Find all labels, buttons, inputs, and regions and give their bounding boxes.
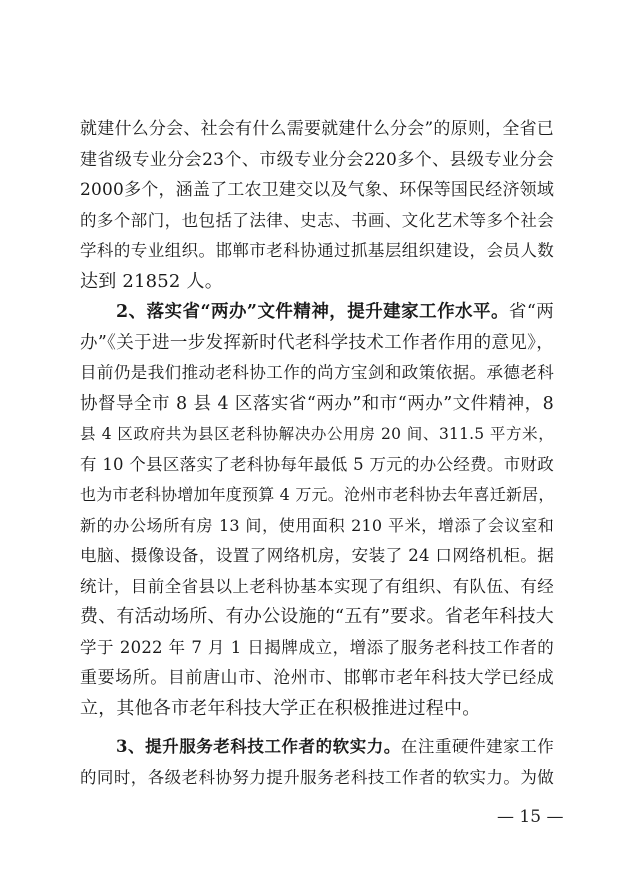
text-line: 立，其他各市老年科技大学正在积极推进过程中。 bbox=[80, 697, 481, 719]
text-line: 新的办公场所有房 13 间，使用面积 210 平米，增添了会议室和 bbox=[80, 515, 554, 535]
section-2-paragraph bbox=[80, 297, 554, 724]
text-line: 的同时，各级老科协努力提升服务老科技工作者的软实力。为做 bbox=[80, 767, 554, 787]
text-line: 达到 21852 人。 bbox=[80, 270, 223, 292]
text-line: 建省级专业分会23个、市级专业分会220多个、县级专业分会 bbox=[80, 149, 554, 170]
page-number: — 15 — bbox=[497, 807, 564, 827]
text-line: 的多个部门，也包括了法律、史志、书画、文化艺术等多个社会 bbox=[80, 210, 554, 230]
section-3-heading-tail: 在注重硬件建家工作 bbox=[400, 737, 554, 756]
text-line: 学科的专业组织。邯郸市老科协通过抓基层组织建设，会员人数 bbox=[80, 241, 554, 260]
text-line: 目前仍是我们推动老科协工作的尚方宝剑和政策依据。承德老科 bbox=[80, 363, 554, 382]
section-2-first-line bbox=[80, 297, 554, 328]
section-2-heading: 2、落实省“两办”文件精神，提升建家工作水平。 bbox=[116, 302, 509, 322]
section-3-paragraph bbox=[80, 732, 554, 793]
text-line: 费、有活动场所、有办公设施的“五有”要求。省老年科技大 bbox=[80, 606, 554, 627]
text-line: 2000多个，涵盖了工农卫建交以及气象、环保等国民经济领域 bbox=[80, 180, 555, 200]
text-line: 有 10 个县区落实了老科协每年最低 5 万元的办公经费。市财政 bbox=[80, 454, 554, 474]
paragraph-continuation bbox=[80, 114, 554, 297]
text-line: 也为市老科协增加年度预算 4 万元。沧州市老科协去年喜迁新居， bbox=[80, 485, 555, 504]
text-line: 协督导全市 8 县 4 区落实省“两办”和市“两办”文件精神，8 bbox=[80, 393, 554, 414]
section-3-first-line bbox=[80, 732, 554, 763]
text-line: 就建什么分会、社会有什么需要就建什么分会”的原则，全省已 bbox=[80, 119, 554, 139]
section-2-heading-tail: 省“两 bbox=[508, 302, 554, 322]
text-line: 办”《关于进一步发挥新时代老科学技术工作者作用的意见》， bbox=[80, 332, 554, 353]
section-3-heading: 3、提升服务老科技工作者的软实力。 bbox=[116, 737, 401, 756]
text-line: 学于 2022 年 7 月 1 日揭牌成立，增添了服务老科技工作者的 bbox=[80, 637, 554, 657]
text-line: 电脑、摄像设备，设置了网络机房，安装了 24 口网络机柜。据 bbox=[80, 546, 554, 565]
text-line: 重要场所。目前唐山市、沧州市、邯郸市老年科技大学已经成 bbox=[80, 668, 554, 688]
text-line: 县 4 区政府共为县区老科协解决办公用房 20 间、311.5 平方米， bbox=[80, 425, 554, 443]
text-line: 统计，目前全省县以上老科协基本实现了有组织、有队伍、有经 bbox=[80, 576, 554, 596]
